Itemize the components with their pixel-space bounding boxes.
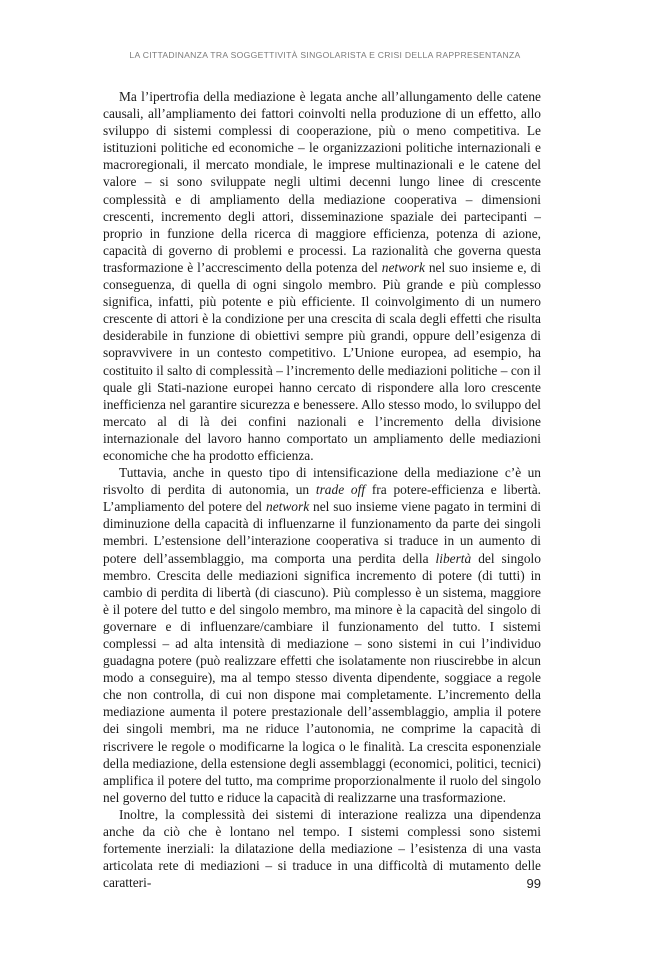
italic-term: network — [381, 259, 425, 275]
running-head: LA CITTADINANZA TRA SOGGETTIVITÀ SINGOLARISTA E CRISI DELLA RAPPRESENTANZA — [129, 50, 521, 60]
italic-term: libertà — [435, 550, 472, 566]
italic-term: network — [266, 499, 310, 515]
paragraph: Inoltre, la complessità dei sistemi di interazione realizza una dipendenza anche da ciò che è lontano nel tempo. I sistemi complessi sono sistemi fortemente inerziali: la dilatazione della mediazione – l’esistenza di una vasta articolata rete di mediazioni – si traduce in una difficoltà di mutamento delle caratteri- — [103, 806, 541, 891]
paragraph: Ma l’ipertrofia della mediazione è legata anche all’allungamento delle catene causali, all’ampliamento dei fattori coinvolti nella produzione di un effetto, allo sviluppo di sistemi complessi di cooperazione, più o meno competitiva. Le istituzioni politiche ed economiche – le organizzazioni politiche internazionali e macroregionali, il mercato mondiale, le imprese multinazionali e le catene del valore – si sono sviluppate negli ultimi decenni lungo linee di crescente complessità e di ampliamento della mediazione cooperativa – dimensioni crescenti, incremento degli attori, disseminazione spaziale dei partecipanti – proprio in funzione della ricerca di maggiore efficienza, potenza di azione, capacità di governo di problemi e processi. La razionalità che governa questa trasformazione è l’accrescimento della potenza del network nel suo insieme e, di conseguenza, di quella di ogni singolo membro. Più grande e più complesso significa, infatti, più potente e più efficiente. Il coinvolgimento di un numero crescente di attori è la condizione per una crescita di scala degli effetti che risulta desiderabile in funzione di obiettivi sempre più grandi, oppure dell’esigenza di sopravvivere in un contesto competitivo. L’Unione europea, ad esempio, ha costituito il salto di complessità – l’incremento delle mediazioni politiche – con il quale gli Stati-nazione europei hanno cercato di rispondere alla loro crescente inefficienza nel garantire sicurezza e benessere. Allo stesso modo, lo sviluppo del mercato al di là dei confini nazionali e l’incremento della divisione internazionale del lavoro hanno comportato un ampliamento delle mediazioni economiche che ha prodotto efficienza. — [103, 89, 541, 463]
italic-term: trade off — [315, 482, 366, 498]
body-text — [103, 88, 541, 891]
page-number: 99 — [526, 876, 541, 891]
paragraph: Tuttavia, anche in questo tipo di intensificazione della mediazione c’è un risvolto di perdita di autonomia, un trade off fra potere-efficienza e libertà. L’ampliamento del potere del network nel suo insieme viene pagato in termini di diminuzione della capacità di influenzarne il funzionamento da parte dei singoli membri. L’estensione dell’interazione cooperativa si traduce in un aumento di potere dell’assemblaggio, ma comporta una perdita della libertà del singolo membro. Crescita delle mediazioni significa incremento di potere (di tutti) in cambio di perdita di libertà (di ciascuno). Più complesso è un sistema, maggiore è il potere del tutto e del singolo membro, ma minore è la capacità del singolo di governare e di influenzare/cambiare il funzionamento del tutto. I sistemi complessi – ad alta intensità di mediazione – sono sistemi in cui l’individuo guadagna potere (può realizzare effetti che isolatamente non riuscirebbe in alcun modo a conseguire), ma al tempo stesso diventa dipendente, soggiace a regole che non controlla, di cui non dispone mai completamente. L’incremento della mediazione aumenta il potere prestazionale dell’assemblaggio, amplia il potere dei singoli membri, ma ne riduce l’autonomia, ne comprime la capacità di riscrivere le regole o modificarne la logica o le finalità. La crescita esponenziale della mediazione, della estensione degli assemblaggi (economici, politici, tecnici) amplifica il potere del tutto, ma comprime proporzionalmente il ruolo del singolo nel governo del tutto e riduce la capacità di realizzarne una trasformazione. — [103, 465, 541, 805]
